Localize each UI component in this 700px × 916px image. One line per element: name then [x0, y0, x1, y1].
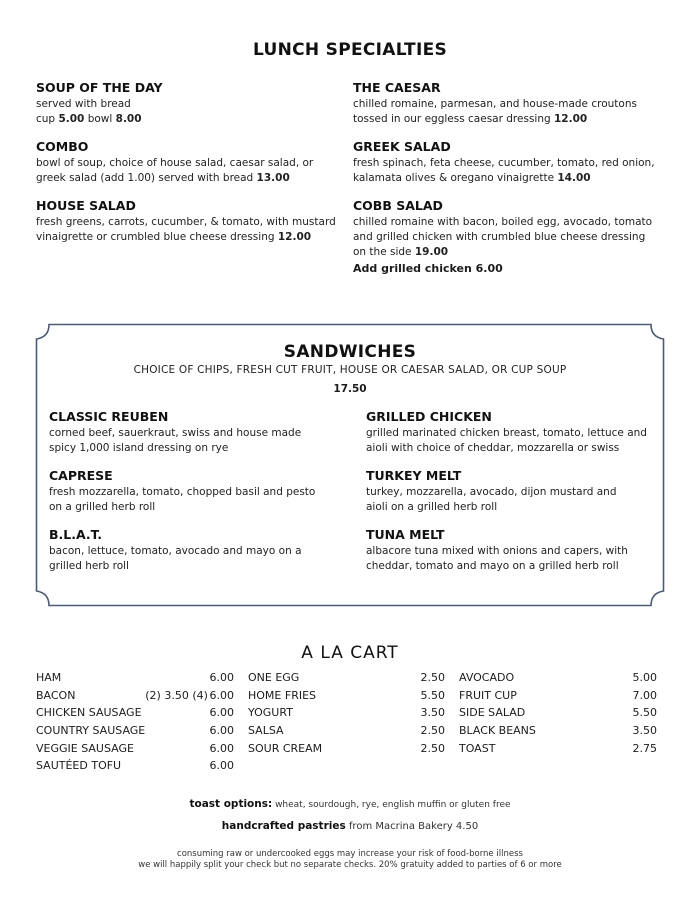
item-name: THE CAESAR [353, 80, 441, 95]
list-item: SAUTÉED TOFU 6.00 [36, 759, 234, 773]
item-name: COBB SALAD [353, 198, 443, 213]
menu-item-turkey-melt [366, 468, 661, 527]
alacart-column-1 [36, 669, 234, 775]
menu-item-cobb-salad [353, 198, 673, 275]
menu-item-greek-salad [353, 139, 673, 198]
menu-item-blat [49, 527, 359, 574]
lunch-right-column [353, 80, 673, 275]
list-item: SOUR CREAM 2.50 [248, 741, 445, 755]
item-desc: bacon, lettuce, tomato, avocado and mayo on a grilled herb roll [49, 545, 302, 572]
pastries-label: handcrafted pastries [221, 820, 346, 832]
list-item: HOME FRIES 5.50 [248, 688, 445, 702]
list-item: COUNTRY SAUSAGE 6.00 [36, 724, 234, 738]
list-item: AVOCADO 5.00 [459, 671, 657, 685]
item-desc: bowl of soup, choice of house salad, caesar salad, or greek salad (add 1.00) served with bread 13.00 [36, 157, 314, 184]
item-name: GRILLED CHICKEN [366, 409, 492, 424]
item-desc: fresh spinach, feta cheese, cucumber, tomato, red onion, kalamata olives & oregano vinaigrette 14.00 [353, 157, 655, 184]
menu-item-combo [36, 139, 346, 198]
item-desc: albacore tuna mixed with onions and capers, with cheddar, tomato and mayo on a grilled herb roll [366, 545, 628, 572]
menu-item-reuben [49, 409, 359, 468]
item-name: CLASSIC REUBEN [49, 409, 169, 424]
item-name: COMBO [36, 139, 89, 154]
menu-item-caesar [353, 80, 673, 139]
toast-options-label: toast options: [189, 798, 273, 810]
list-item: BACON (2) 3.50 (4) 6.00 [36, 688, 234, 702]
item-desc: turkey, mozzarella, avocado, dijon mustard and aioli on a grilled herb roll [366, 486, 617, 513]
alacart-title: A LA CART [301, 643, 399, 663]
lunch-title: LUNCH SPECIALTIES [252, 40, 448, 60]
list-item: SALSA 2.50 [248, 724, 445, 738]
menu-item-tuna-melt [366, 527, 661, 574]
list-item: SIDE SALAD 5.50 [459, 706, 657, 720]
list-item: CHICKEN SAUSAGE 6.00 [36, 706, 234, 720]
toast-options [0, 798, 700, 810]
sandwiches-title: SANDWICHES [283, 342, 417, 362]
list-item: TOAST 2.75 [459, 741, 657, 755]
item-desc: grilled marinated chicken breast, tomato, lettuce and aioli with choice of cheddar, mozzarella or swiss [366, 427, 647, 454]
list-item: FRUIT CUP 7.00 [459, 688, 657, 702]
menu-item-grilled-chicken [366, 409, 661, 468]
item-desc: corned beef, sauerkraut, swiss and house made spicy 1,000 island dressing on rye [49, 427, 302, 454]
toast-options-text: wheat, sourdough, rye, english muffin or gluten free [272, 800, 511, 810]
sandwiches-price: 17.50 [333, 383, 367, 395]
item-name: GREEK SALAD [353, 139, 451, 154]
list-item: ONE EGG 2.50 [248, 671, 445, 685]
alacart-column-3 [459, 669, 657, 757]
sandwiches-left-column [49, 409, 359, 574]
item-desc: fresh mozzarella, tomato, chopped basil and pesto on a grilled herb roll [49, 486, 316, 513]
item-desc: fresh greens, carrots, cucumber, & tomato, with mustard vinaigrette or crumbled blue cheese dressing 12.00 [36, 216, 336, 243]
list-item: VEGGIE SAUSAGE 6.00 [36, 741, 234, 755]
list-item: HAM 6.00 [36, 671, 234, 685]
item-name: TUNA MELT [366, 527, 445, 542]
alacart-column-2 [248, 669, 445, 757]
lunch-left-column [36, 80, 346, 245]
item-desc: served with bread cup 5.00 bowl 8.00 [36, 98, 142, 125]
pastries-text: from Macrina Bakery 4.50 [345, 821, 479, 832]
item-name: HOUSE SALAD [36, 198, 136, 213]
list-item: BLACK BEANS 3.50 [459, 724, 657, 738]
item-name: SOUP OF THE DAY [36, 80, 163, 95]
menu-item-house-salad [36, 198, 346, 245]
notice-raw-eggs: consuming raw or undercooked eggs may increase your risk of food-borne illness [177, 849, 523, 859]
sandwiches-subtitle: CHOICE OF CHIPS, FRESH CUT FRUIT, HOUSE OR CAESAR SALAD, OR CUP SOUP [133, 364, 567, 376]
notice-gratuity: we will happily split your check but no separate checks. 20% gratuity added to parties of 6 or more [138, 860, 562, 870]
list-item: YOGURT 3.50 [248, 706, 445, 720]
item-name: B.L.A.T. [49, 527, 103, 542]
pastries-note [0, 820, 700, 832]
item-name: TURKEY MELT [366, 468, 462, 483]
item-name: CAPRESE [49, 468, 113, 483]
menu-item-caprese [49, 468, 359, 527]
item-desc: chilled romaine, parmesan, and house-made croutons tossed in our eggless caesar dressing 12.00 [353, 98, 637, 125]
sandwiches-right-column [366, 409, 661, 574]
addon-grilled-chicken: Add grilled chicken 6.00 [353, 262, 503, 275]
menu-item-soup [36, 80, 346, 139]
item-desc: chilled romaine with bacon, boiled egg, avocado, tomato and grilled chicken with crumbled blue cheese dressing on the side 19.00 [353, 216, 653, 258]
